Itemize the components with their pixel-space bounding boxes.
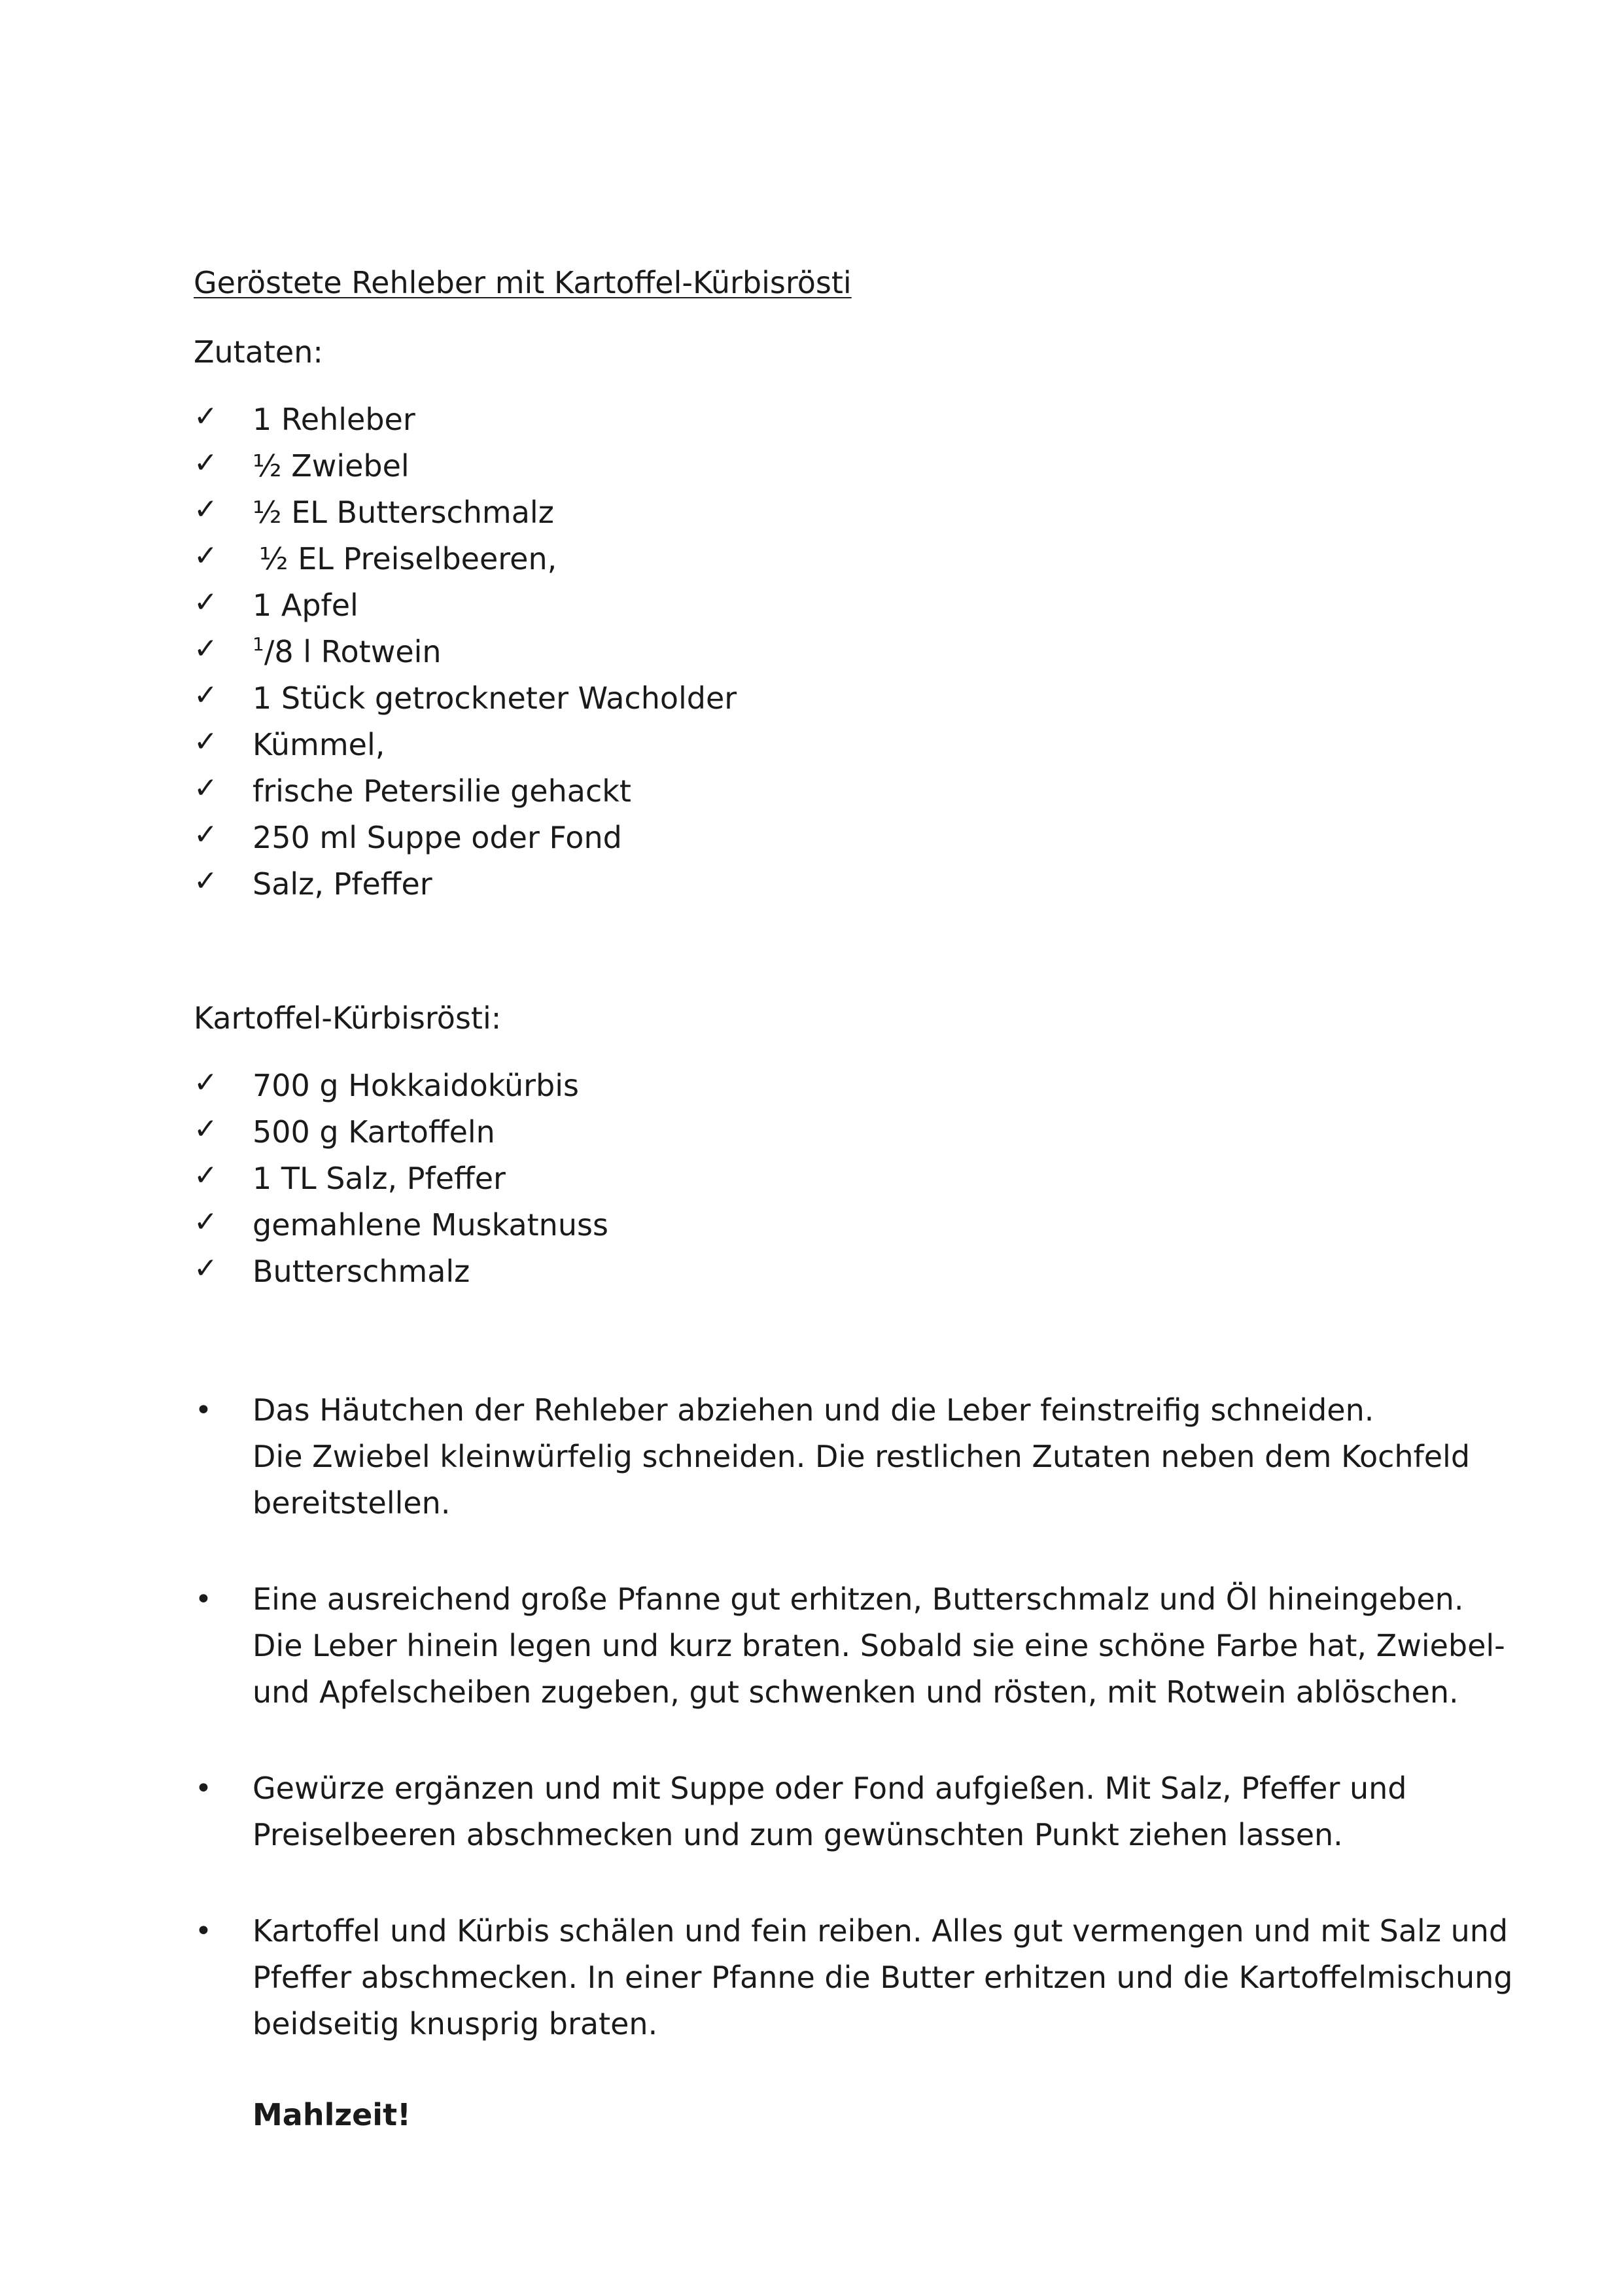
checkmark-icon: ✓ — [194, 493, 218, 526]
document-page: Geröstete Rehleber mit Kartoffel-Kürbisrösti Zutaten: ✓ 1 Rehleber ✓ ½ Zwiebel ✓ ½ EL Butterschmalz ✓ ½ EL Preiselbeeren, ✓ 1 Apfel ✓ $^1$/8 l Rotwein ✓ 1 Stück getrockneter Wacholder ✓ Kümmel, ✓ frische Petersilie gehackt ✓ 250 ml Suppe oder Fond ✓ Salz, Pfeffer Kartoffel-Kürbisrösti: ✓ 700 g Hokkaidokürbis ✓ 500 g Kartoffeln ✓ 1 TL Salz, Pfeffer ✓ gemahlene Muskatnuss ✓ Butterschmalz • Das Häutchen der Rehleber abziehen und die Leber feinstreifig schneiden. Die Zwiebel kleinwürfelig schneiden. Die restlichen Zutaten neben dem Kochfeld bereitstellen. • Eine ausreichend große Pfanne gut erhitzen, Butterschmalz und Öl hineingeben. Die Leber hinein legen und kurz braten. Sobald sie eine schöne Farbe hat, Zwiebel- und Apfelscheiben zugeben, gut schwenken und rösten, mit Rotwein ablöschen. • Gewürze ergänzen und mit Suppe oder Fond aufgießen. Mit Salz, Pfeffer und Preiselbeeren abschmecken und zum gewünschten Punkt ziehen lassen. • Kartoffel und Kürbis schälen und fein reiben. Alles gut vermengen und mit Salz und Pfeffer abschmecken. In einer Pfanne die Butter erhitzen und die Kartoffelmischung beidseitig knusprig braten. Mahlzeit! — [0, 0, 1623, 2296]
checkmark-icon: ✓ — [194, 400, 218, 433]
checkmark-icon: ✓ — [194, 771, 218, 805]
checkmark-icon: ✓ — [194, 539, 218, 573]
checkmark-icon: ✓ — [194, 1205, 218, 1239]
checkmark-icon: ✓ — [194, 679, 218, 712]
step-1: • Das Häutchen der Rehleber abziehen und die Leber feinstreifig schneiden. Die Zwiebel kleinwürfelig schneiden. Die restlichen Zutaten neben dem Kochfeld bereitstellen. — [194, 1387, 1463, 1527]
step-3: • Gewürze ergänzen und mit Suppe oder Fond aufgießen. Mit Salz, Pfeffer und Preiselbeeren abschmecken und zum gewünschten Punkt ziehen lassen. — [194, 1765, 1463, 1858]
bullet-icon: • — [195, 1772, 212, 1805]
rotwein-item: $^1$/8 l Rotwein — [253, 633, 442, 669]
bullet-icon: • — [195, 1394, 212, 1427]
checkmark-icon: ✓ — [194, 725, 218, 758]
step-2: • Eine ausreichend große Pfanne gut erhitzen, Butterschmalz und Öl hineingeben. Die Leber hinein legen und kurz braten. Sobald sie eine schöne Farbe hat, Zwiebel- und Apfelscheiben zugeben, gut schwenken und rösten, mit Rotwein ablöschen. — [194, 1576, 1463, 1716]
recipe-title: Geröstete Rehleber mit Kartoffel-Kürbisrösti — [194, 265, 852, 300]
checkmark-icon: ✓ — [194, 586, 218, 619]
bullet-icon: • — [195, 1915, 212, 1948]
ingredients-heading: Zutaten: — [194, 334, 323, 370]
checkmark-icon: ✓ — [194, 1066, 218, 1099]
preparation-steps — [194, 1387, 1513, 2097]
checkmark-icon: ✓ — [194, 818, 218, 851]
checkmark-icon: ✓ — [194, 864, 218, 898]
roesti-heading: Kartoffel-Kürbisrösti: — [194, 1000, 502, 1036]
step-4: • Kartoffel und Kürbis schälen und fein reiben. Alles gut vermengen und mit Salz und Pfeffer abschmecken. In einer Pfanne die Butter erhitzen und die Kartoffelmischung beidseitig knusprig braten. — [194, 1908, 1463, 2047]
rotwein-superscript: 1 — [253, 633, 264, 655]
checkmark-icon: ✓ — [194, 1112, 218, 1146]
checkmark-icon: ✓ — [194, 446, 218, 480]
checkmark-icon: ✓ — [194, 1252, 218, 1285]
closing-text: Mahlzeit! — [253, 2097, 411, 2132]
checkmark-icon: ✓ — [194, 1159, 218, 1192]
bullet-icon: • — [195, 1583, 212, 1616]
checkmark-icon: ✓ — [194, 632, 218, 665]
